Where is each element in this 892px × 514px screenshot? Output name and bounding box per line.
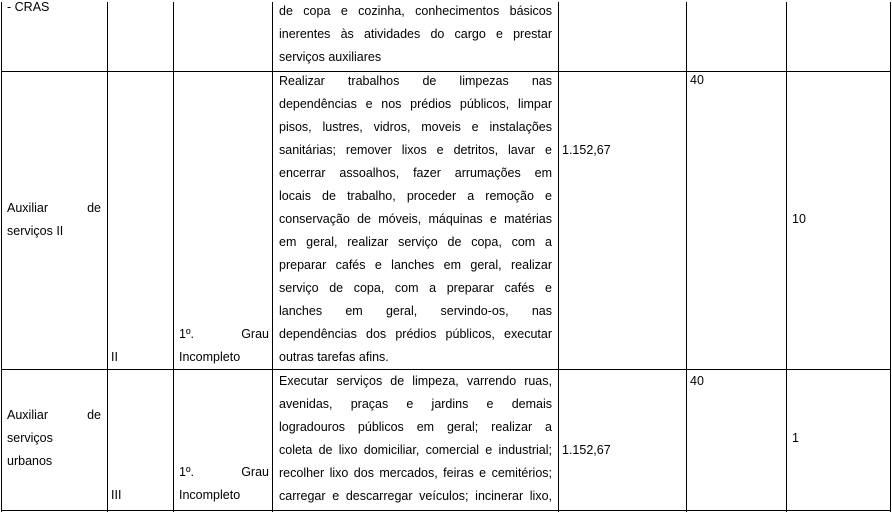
table-border-right [890,2,891,512]
column-divider [686,2,687,512]
descricao-line: em geral, realizar serviço de copa, com a [279,235,552,249]
cargo-line: - CRAS [7,0,50,14]
vencimento-cell: 1.152,67 [562,143,611,157]
descricao-line: serviços auxiliares [279,50,382,64]
escolaridade-cell [179,323,269,369]
nivel-cell: II [111,350,118,364]
table-border-bottom [1,510,891,511]
descricao-line: avenidas, praças e jardins e demais [279,397,552,411]
column-divider [107,2,108,512]
cargo-line: urbanos [7,454,53,468]
cargo-cell [7,0,101,19]
descricao-line: encerrar assoalhos, fazer arrumações em [279,166,552,180]
descricao-line: logradouros públicos em geral; realizar a [279,420,552,434]
table-border-left [1,2,2,512]
escolaridade-line: 1º. Grau [179,327,269,341]
column-divider [272,2,273,512]
descricao-line: lanches em geral, servindo-os, nas [279,304,552,318]
escolaridade-cell [179,461,269,507]
column-divider [786,2,787,512]
descricao-cell [279,370,552,508]
descricao-line: coleta de lixo domiciliar, comercial e industrial; [279,443,552,457]
cargo-line: Auxiliar de [7,408,101,422]
column-divider [558,2,559,512]
vencimento-cell: 1.152,67 [562,443,611,457]
descricao-line: locais de trabalho, proceder a remoção e [279,189,552,203]
descricao-cell [279,0,552,69]
descricao-line: conservação de móveis, máquinas e matérias [279,212,552,226]
descricao-line: carregar e descarregar veículos; incinerar lixo, [279,489,552,503]
carga-horaria-cell: 40 [690,73,704,87]
descricao-line: dependências dos prédios públicos, executar [279,327,552,341]
descricao-line: preparar cafés e lanches em geral, realizar [279,258,552,272]
cargo-line: serviços II [7,224,64,238]
cargo-line: serviços [7,431,53,445]
descricao-line: dependências e nos prédios públicos, limpar [279,97,552,111]
cargo-cell [7,404,101,473]
escolaridade-line: Incompleto [179,350,241,364]
escolaridade-line: Incompleto [179,488,241,502]
cargos-table [1,2,891,512]
cargo-line: Auxiliar de [7,201,101,215]
descricao-line: sanitárias; remover lixos e detritos, lavar e [279,143,552,157]
descricao-line: de copa e cozinha, conhecimentos básicos [279,4,552,18]
vagas-cell: 1 [792,431,799,445]
descricao-line: serviço de copa, com a preparar cafés e [279,281,552,295]
escolaridade-line: 1º. Grau [179,465,269,479]
descricao-line: inerentes às atividades do cargo e prestar [279,27,552,41]
column-divider [173,2,174,512]
descricao-cell [279,70,552,369]
descricao-line: Realizar trabalhos de limpezas nas [279,74,552,88]
nivel-cell: III [111,488,122,502]
cargo-cell [7,197,101,243]
descricao-line: outras tarefas afins. [279,350,389,364]
descricao-line: pisos, lustres, vidros, moveis e instalações [279,120,552,134]
carga-horaria-cell: 40 [690,374,704,388]
vagas-cell: 10 [792,212,806,226]
descricao-line: recolher lixo dos mercados, feiras e cemitérios; [279,466,552,480]
descricao-line: Executar serviços de limpeza, varrendo ruas, [279,374,552,388]
